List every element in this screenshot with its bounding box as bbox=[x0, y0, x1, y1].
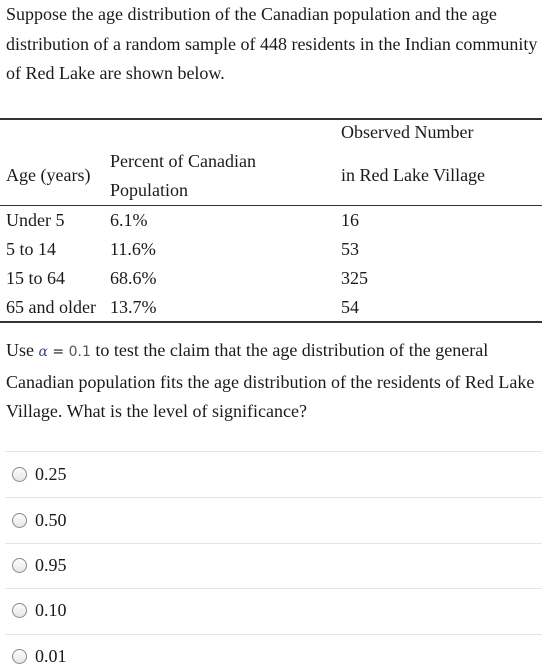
option-divider bbox=[5, 634, 542, 635]
problem-intro: Suppose the age distribution of the Canadian population and the age distribution of a random sample of 448 residents in the Indian community of Red Lake are shown below. bbox=[6, 4, 538, 83]
option-0-95[interactable] bbox=[12, 552, 67, 578]
radio-button[interactable] bbox=[12, 558, 27, 573]
header-observed-line1: Observed Number bbox=[341, 122, 474, 142]
row-observed: 53 bbox=[341, 239, 359, 259]
row-percent: 13.7% bbox=[110, 297, 157, 317]
row-age: 5 to 14 bbox=[6, 239, 57, 259]
radio-button[interactable] bbox=[12, 467, 27, 482]
option-0-10[interactable] bbox=[12, 597, 67, 623]
question-text bbox=[6, 336, 541, 427]
alpha-expression bbox=[39, 344, 91, 360]
option-label: 0.50 bbox=[35, 509, 67, 530]
option-label: 0.95 bbox=[35, 554, 67, 575]
header-percent-line1: Percent of Canadian bbox=[110, 151, 256, 171]
option-divider bbox=[5, 543, 542, 544]
alpha-value: 0.1 bbox=[68, 344, 91, 360]
option-divider bbox=[5, 497, 542, 498]
header-age: Age (years) bbox=[6, 165, 91, 185]
row-age: 15 to 64 bbox=[6, 268, 66, 288]
option-0-50[interactable] bbox=[12, 507, 67, 533]
header-observed-line2: in Red Lake Village bbox=[341, 165, 486, 185]
option-0-01[interactable] bbox=[12, 643, 67, 669]
row-percent: 11.6% bbox=[110, 239, 156, 259]
row-observed: 54 bbox=[341, 297, 359, 317]
option-label: 0.25 bbox=[35, 463, 67, 484]
radio-button[interactable] bbox=[12, 649, 27, 664]
option-0-25[interactable] bbox=[12, 461, 67, 487]
row-percent: 68.6% bbox=[110, 268, 157, 288]
question-part1: Use bbox=[6, 340, 39, 360]
header-percent-line2: Population bbox=[110, 180, 189, 200]
row-age: Under 5 bbox=[6, 210, 65, 230]
table-bottom-rule bbox=[0, 321, 542, 323]
option-label: 0.10 bbox=[35, 599, 67, 620]
alpha-symbol: α bbox=[38, 344, 48, 360]
option-divider bbox=[5, 588, 542, 589]
table-header-rule bbox=[0, 205, 542, 206]
option-divider bbox=[5, 451, 542, 452]
alpha-equals: = bbox=[47, 344, 69, 360]
row-age: 65 and older bbox=[6, 297, 96, 317]
question-part2: to test the claim that the age distribution of the general Canadian population fits the age distribution of the residents of Red Lake Village. What is the level of significance? bbox=[6, 340, 535, 421]
radio-button[interactable] bbox=[12, 513, 27, 528]
row-observed: 325 bbox=[341, 268, 368, 288]
option-label: 0.01 bbox=[35, 645, 67, 666]
row-observed: 16 bbox=[341, 210, 359, 230]
radio-button[interactable] bbox=[12, 603, 27, 618]
row-percent: 6.1% bbox=[110, 210, 148, 230]
